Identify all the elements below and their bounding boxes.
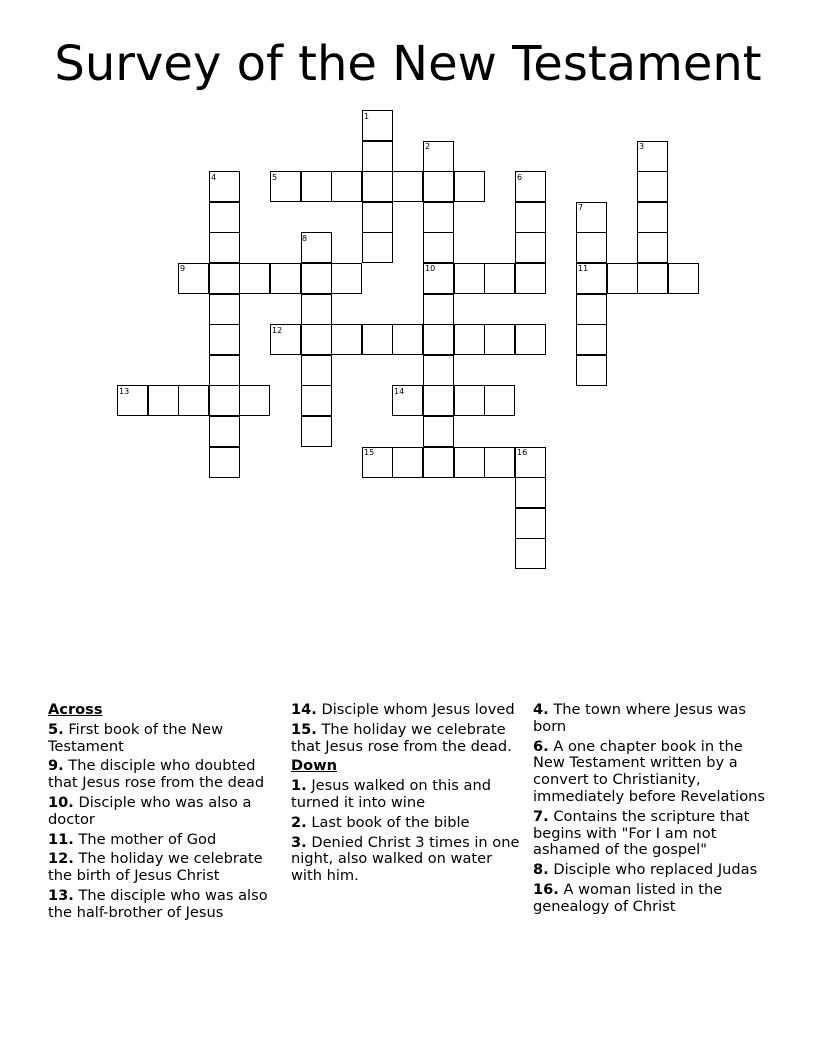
grid-cell[interactable] [178, 385, 209, 416]
grid-cell[interactable] [209, 385, 240, 416]
clue-num: 14. [291, 701, 317, 718]
grid-cell[interactable] [576, 294, 607, 325]
grid-cell[interactable] [301, 385, 332, 416]
clue-num: 4. [533, 701, 549, 718]
grid-cell[interactable] [209, 447, 240, 478]
grid-cell[interactable] [239, 263, 270, 294]
clue-num: 11. [48, 830, 74, 848]
across-heading: Across [48, 701, 103, 718]
grid-cell[interactable] [392, 447, 423, 478]
down-clue [291, 815, 521, 832]
grid-cell[interactable] [301, 294, 332, 325]
grid-cell[interactable] [423, 447, 454, 478]
grid-cell[interactable] [668, 263, 699, 294]
grid-cell[interactable] [423, 232, 454, 263]
grid-cell[interactable] [423, 171, 454, 202]
clue-text: The town where Jesus was born [533, 701, 746, 735]
down-clue [291, 835, 521, 885]
clue-num: 13. [48, 886, 74, 904]
grid-cell[interactable] [301, 263, 332, 294]
grid-cell[interactable] [423, 385, 454, 416]
grid-cell[interactable] [484, 263, 515, 294]
clue-num: 12. [48, 850, 74, 868]
clue-num: 3. [291, 833, 307, 851]
grid-cell[interactable] [637, 202, 668, 233]
clue-number-13: 13 [119, 387, 130, 396]
grid-cell[interactable] [637, 232, 668, 263]
clue-number-7: 7 [578, 203, 584, 212]
grid-cell[interactable] [607, 263, 638, 294]
clue-number-11: 11 [578, 264, 589, 273]
clue-number-2: 2 [425, 142, 431, 151]
clue-text: Disciple who replaced Judas [553, 861, 758, 879]
grid-cell[interactable] [515, 477, 546, 508]
down-clue [533, 739, 771, 806]
down-clue [533, 702, 771, 736]
clue-text: The mother of God [78, 830, 217, 848]
clue-number-1: 1 [364, 112, 370, 121]
across-clue [48, 758, 278, 792]
clue-number-9: 9 [180, 264, 186, 273]
clue-num: 9. [48, 757, 64, 775]
across-clue [48, 722, 278, 756]
clue-num: 7. [533, 807, 549, 825]
grid-cell[interactable] [515, 263, 546, 294]
grid-cell[interactable] [484, 385, 515, 416]
clue-text: The holiday we celebrate the birth of Jesus Christ [48, 850, 263, 885]
grid-cell[interactable] [392, 171, 423, 202]
grid-cell[interactable] [209, 294, 240, 325]
grid-cell[interactable] [209, 324, 240, 355]
page-title: Survey of the New Testament [54, 36, 762, 92]
grid-cell[interactable] [362, 141, 393, 172]
grid-cell[interactable] [209, 416, 240, 447]
clue-num: 8. [533, 861, 549, 879]
clue-number-8: 8 [302, 234, 308, 243]
clue-text: Last book of the bible [311, 813, 470, 831]
clue-num: 10. [48, 793, 74, 811]
down-clue [533, 882, 771, 916]
grid-cell[interactable] [637, 171, 668, 202]
grid-cell[interactable] [423, 355, 454, 386]
clue-num: 15. [291, 720, 317, 738]
grid-cell[interactable] [270, 263, 301, 294]
clue-num: 5. [48, 720, 64, 738]
clues-column-2 [291, 702, 521, 888]
clue-num: 2. [291, 813, 307, 831]
clue-text: A woman listed in the genealogy of Christ [533, 880, 723, 915]
grid-cell[interactable] [362, 232, 393, 263]
grid-cell[interactable] [515, 232, 546, 263]
across-clue [291, 702, 521, 719]
clue-text: Denied Christ 3 times in one night, also walked on water with him. [291, 833, 520, 885]
across-clue [48, 851, 278, 885]
grid-cell[interactable] [209, 355, 240, 386]
grid-cell[interactable] [454, 324, 485, 355]
grid-cell[interactable] [423, 416, 454, 447]
grid-cell[interactable] [301, 324, 332, 355]
clue-number-14: 14 [394, 387, 405, 396]
clue-text: The holiday we celebrate that Jesus rose from the dead. [291, 720, 512, 755]
clue-text: First book of the New Testament [48, 720, 224, 755]
grid-cell[interactable] [423, 202, 454, 233]
grid-cell[interactable] [239, 385, 270, 416]
down-clue [291, 778, 521, 812]
grid-cell[interactable] [209, 232, 240, 263]
grid-cell[interactable] [331, 263, 362, 294]
grid-cell[interactable] [576, 324, 607, 355]
grid-cell[interactable] [454, 263, 485, 294]
grid-cell[interactable] [576, 355, 607, 386]
grid-cell[interactable] [362, 171, 393, 202]
across-clue [48, 888, 278, 922]
clue-number-5: 5 [272, 173, 278, 182]
down-clue [533, 862, 771, 879]
down-clue [533, 809, 771, 859]
grid-cell[interactable] [576, 232, 607, 263]
clue-text: Contains the scripture that begins with "For I am not ashamed of the gospel" [533, 807, 750, 859]
clue-number-15: 15 [364, 448, 375, 457]
across-clue [48, 795, 278, 829]
grid-cell[interactable] [423, 324, 454, 355]
grid-cell[interactable] [209, 263, 240, 294]
clue-num: 6. [533, 737, 549, 755]
clue-number-6: 6 [517, 173, 523, 182]
grid-cell[interactable] [301, 171, 332, 202]
grid-cell[interactable] [392, 324, 423, 355]
grid-cell[interactable] [484, 324, 515, 355]
grid-cell[interactable] [454, 171, 485, 202]
grid-cell[interactable] [515, 538, 546, 569]
grid-cell[interactable] [301, 355, 332, 386]
across-clue [48, 832, 278, 849]
grid-cell[interactable] [515, 202, 546, 233]
grid-cell[interactable] [423, 294, 454, 325]
grid-cell[interactable] [454, 447, 485, 478]
grid-cell[interactable] [301, 416, 332, 447]
clue-text: Disciple who was also a doctor [48, 793, 252, 828]
clue-num: 1. [291, 777, 307, 795]
clue-text: Disciple whom Jesus loved [321, 701, 515, 718]
clue-number-12: 12 [272, 326, 283, 335]
grid-cell[interactable] [637, 263, 668, 294]
clue-text: Jesus walked on this and turned it into wine [291, 777, 492, 811]
grid-cell[interactable] [331, 171, 362, 202]
clue-num: 16. [533, 880, 559, 898]
clues-column-3 [533, 702, 771, 919]
grid-cell[interactable] [454, 385, 485, 416]
grid-cell[interactable] [362, 324, 393, 355]
clue-number-3: 3 [639, 142, 645, 151]
across-clue [291, 722, 521, 756]
clue-number-4: 4 [211, 173, 217, 182]
clues-column-1 [48, 702, 278, 925]
clue-number-10: 10 [425, 264, 436, 273]
grid-cell[interactable] [209, 202, 240, 233]
clue-text: The disciple who doubted that Jesus rose from the dead [48, 757, 265, 792]
grid-cell[interactable] [148, 385, 179, 416]
grid-cell[interactable] [515, 508, 546, 539]
clue-text: A one chapter book in the New Testament written by a convert to Christianity, immediately before Revelations [533, 737, 765, 805]
grid-cell[interactable] [515, 324, 546, 355]
grid-cell[interactable] [362, 202, 393, 233]
clue-number-16: 16 [517, 448, 528, 457]
grid-cell[interactable] [331, 324, 362, 355]
grid-cell[interactable] [484, 447, 515, 478]
clue-text: The disciple who was also the half-brother of Jesus [48, 886, 268, 921]
down-heading: Down [291, 757, 338, 775]
